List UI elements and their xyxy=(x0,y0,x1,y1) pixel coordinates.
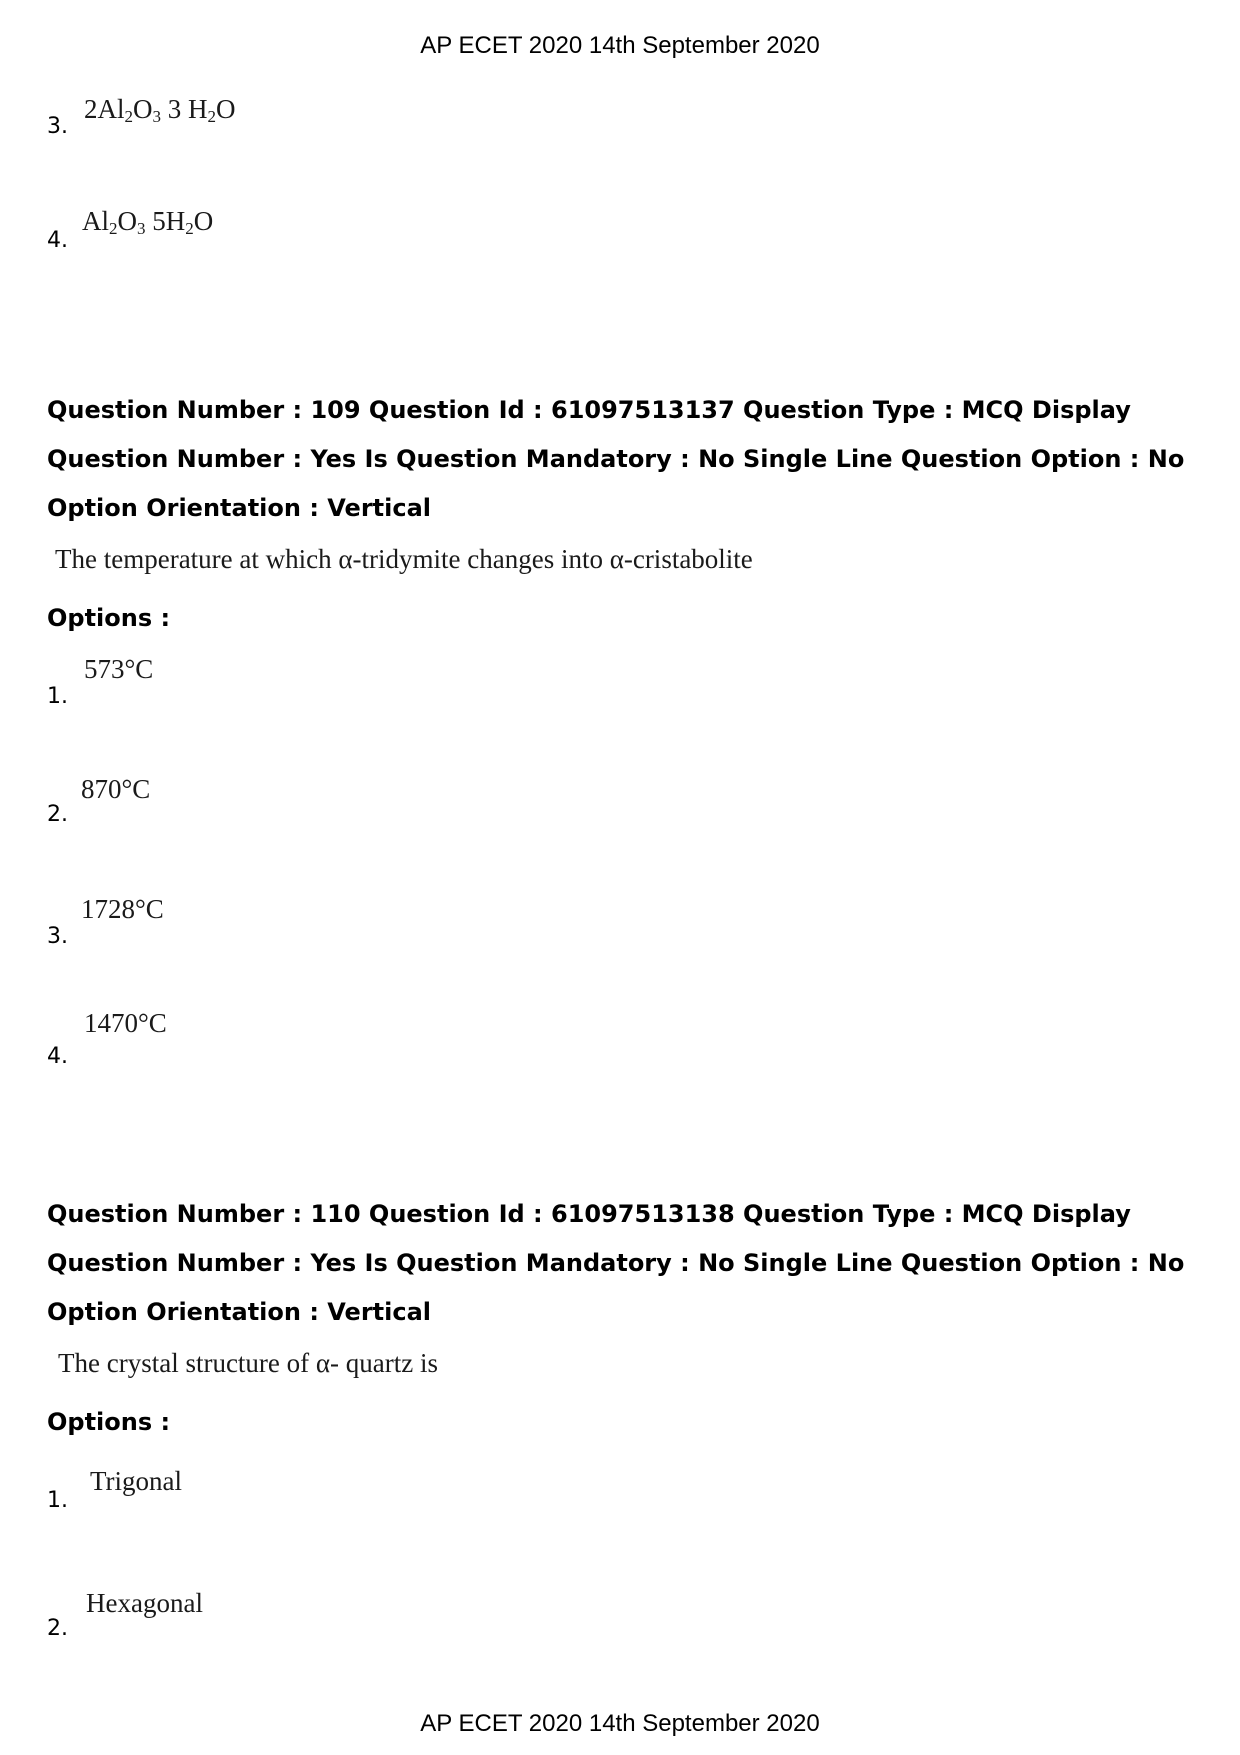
q110-option-2-text: Hexagonal xyxy=(86,1588,203,1618)
page-header: AP ECET 2020 14th September 2020 xyxy=(420,32,820,59)
prev-option-3-formula: $2Al_2O_3$ 3 $H_2O$ xyxy=(84,94,236,126)
q109-option-4-text: 1470°C xyxy=(84,1008,167,1038)
q109-option-3-number: 3. xyxy=(47,924,68,949)
q109-option-1-number: 1. xyxy=(47,684,68,709)
prev-option-3-number: 3. xyxy=(47,114,68,139)
prev-option-4-formula: $Al_2O_3$ $5H_2O$ xyxy=(82,206,214,238)
page-footer: AP ECET 2020 14th September 2020 xyxy=(420,1710,820,1737)
prev-option-4-number: 4. xyxy=(47,228,68,253)
q109-option-1-text: 573°C xyxy=(84,654,154,684)
q109-option-4-number: 4. xyxy=(47,1044,68,1069)
q109-option-2-number: 2. xyxy=(47,802,68,827)
question-110-text: The crystal structure of α- quartz is xyxy=(58,1348,439,1378)
q109-option-2-text: 870°C xyxy=(81,774,151,804)
q109-option-3-text: 1728°C xyxy=(81,894,164,924)
q110-option-1-text: Trigonal xyxy=(90,1466,183,1496)
q110-option-2-number: 2. xyxy=(47,1616,68,1641)
question-110-meta: Question Number : 110 Question Id : 61097513138 Question Type : MCQ Display Question Number : Yes Is Question Mandatory : No Single Line Question Option : No Option Orientation : Vertical xyxy=(47,1200,1185,1326)
question-109-options-label: Options : xyxy=(47,604,171,632)
question-110-options-label: Options : xyxy=(47,1408,171,1436)
question-109-meta: Question Number : 109 Question Id : 61097513137 Question Type : MCQ Display Question Number : Yes Is Question Mandatory : No Single Line Question Option : No Option Orientation : Vertical xyxy=(47,396,1185,522)
question-109-text: The temperature at which α-tridymite changes into α-cristabolite xyxy=(55,544,753,574)
q110-option-1-number: 1. xyxy=(47,1488,68,1513)
